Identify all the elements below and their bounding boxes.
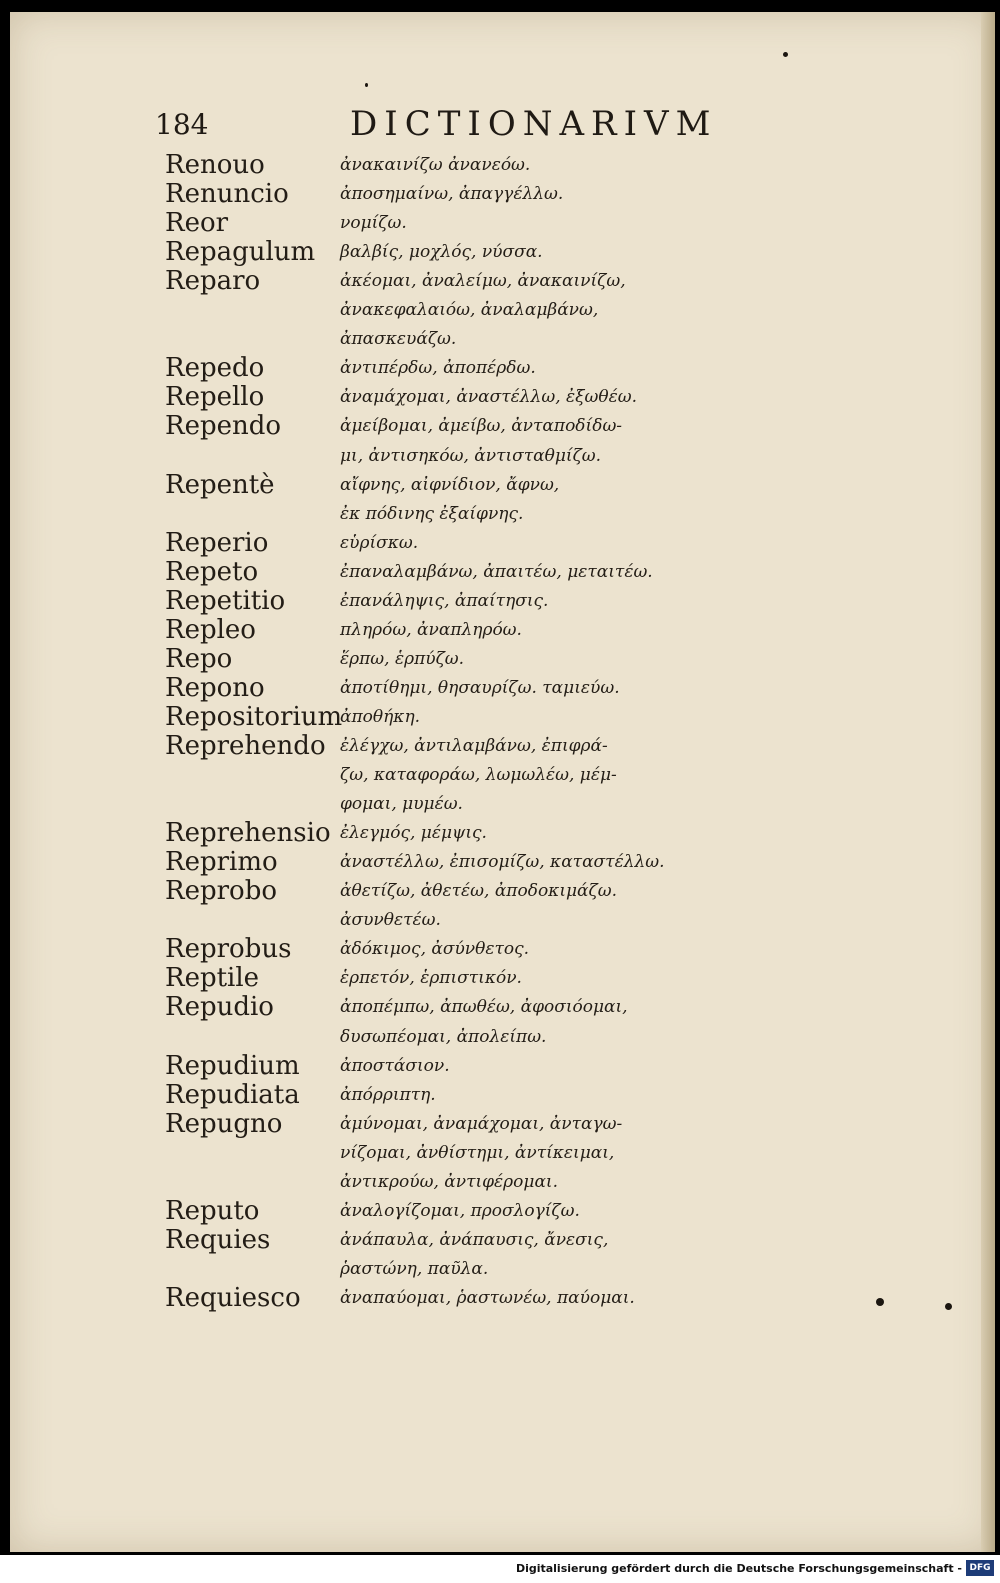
latin-headword: Repono — [165, 672, 265, 703]
latin-headword: Requies — [165, 1224, 271, 1255]
greek-gloss: βαλβίς, μοχλός, νύσσα. — [340, 242, 543, 263]
greek-gloss: ἀπασκευάζω. — [340, 329, 457, 350]
greek-gloss: ἀποτίθημι, θησαυρίζω. ταμιεύω. — [340, 677, 620, 698]
greek-gloss: δυσωπέομαι, ἀπολείπω. — [340, 1026, 547, 1047]
greek-gloss: ἀπόρριπτη. — [340, 1084, 436, 1105]
latin-headword: Repositorium — [165, 701, 343, 732]
latin-headword: Renuncio — [165, 179, 289, 210]
latin-headword: Reptile — [165, 963, 260, 994]
latin-headword: Reprobus — [165, 934, 292, 965]
greek-gloss: ἀμείβομαι, ἀμείβω, ἀνταποδίδω- — [340, 416, 623, 437]
greek-gloss: ἀμύνομαι, ἀναμάχομαι, ἀνταγω- — [340, 1113, 623, 1134]
greek-gloss: αἴφνης, αἰφνίδιον, ἄφνω, — [340, 474, 560, 495]
latin-headword: Reprobo — [165, 876, 277, 907]
latin-headword: Reprimo — [165, 847, 278, 878]
latin-headword: Reprehendo — [165, 731, 326, 761]
greek-gloss: ἀποστάσιον. — [340, 1055, 450, 1076]
greek-gloss: ἀνάπαυλα, ἀνάπαυσις, ἄνεσις, — [340, 1229, 609, 1250]
greek-gloss: νομίζω. — [340, 213, 407, 234]
greek-gloss: ῥαστώνη, παῦλα. — [340, 1258, 489, 1279]
latin-headword: Repetitio — [165, 585, 286, 616]
dfg-logo: DFG — [966, 1560, 994, 1576]
latin-headword: Reprehensio — [165, 818, 331, 849]
greek-gloss: ἐκ πόδινης ἐξαίφνης. — [340, 503, 524, 524]
ink-dot — [783, 52, 788, 57]
running-head: DICTIONARIVM — [350, 104, 718, 144]
greek-gloss: ἀποθήκη. — [340, 706, 421, 727]
greek-gloss: ἐλεγμός, μέμψις. — [340, 823, 487, 844]
page-number: 184 — [155, 108, 209, 141]
greek-gloss: μι, ἀντισηκόω, ἀντισταθμίζω. — [340, 445, 602, 466]
greek-gloss: ἀσυνθετέω. — [340, 910, 441, 931]
greek-gloss: πληρόω, ἀναπληρόω. — [340, 619, 522, 640]
greek-gloss: φομαι, μυμέω. — [340, 794, 463, 815]
greek-gloss: ἀδόκιμος, ἀσύνθετος. — [340, 939, 530, 960]
greek-gloss: ἐλέγχω, ἀντιλαμβάνω, ἐπιφρά- — [340, 736, 608, 756]
greek-gloss: ἀναστέλλω, ἐπισομίζω, καταστέλλω. — [340, 852, 665, 873]
latin-headword: Repudiata — [165, 1079, 300, 1110]
greek-gloss: ἀνακεφαλαιόω, ἀναλαμβάνω, — [340, 300, 599, 321]
latin-headword: Repentè — [165, 469, 275, 500]
greek-gloss: ἐπαναλαμβάνω, ἀπαιτέω, μεταιτέω. — [340, 561, 653, 582]
page-edge — [981, 12, 995, 1552]
greek-gloss: ζω, καταφοράω, λωμωλέω, μέμ- — [340, 765, 617, 786]
latin-headword: Repleo — [165, 614, 256, 645]
greek-gloss: ἑρπετόν, ἑρπιστικόν. — [340, 968, 522, 989]
latin-headword: Renouo — [165, 150, 265, 180]
latin-headword: Repugno — [165, 1108, 283, 1139]
latin-headword: Reparo — [165, 266, 261, 297]
latin-headword: Reperio — [165, 527, 269, 558]
latin-headword: Repo — [165, 643, 233, 674]
latin-headword: Repagulum — [165, 237, 316, 268]
ink-dot — [876, 1298, 884, 1306]
latin-headword: Rependo — [165, 411, 282, 442]
latin-headword: Requiesco — [165, 1282, 301, 1313]
latin-headword: Reor — [165, 208, 229, 239]
ink-dot — [945, 1303, 952, 1310]
greek-gloss: ἀποπέμπω, ἀπωθέω, ἀφοσιόομαι, — [340, 997, 628, 1018]
latin-headword: Reputo — [165, 1195, 260, 1226]
greek-gloss: εὑρίσκω. — [340, 532, 419, 553]
greek-gloss: ἀντικρούω, ἀντιφέρομαι. — [340, 1171, 559, 1192]
greek-gloss: ἕρπω, ἑρπύζω. — [340, 648, 465, 669]
latin-headword: Repudio — [165, 992, 274, 1023]
latin-headword: Repudium — [165, 1050, 300, 1081]
greek-gloss: ἀθετίζω, ἀθετέω, ἀποδοκιμάζω. — [340, 881, 618, 902]
greek-gloss: νίζομαι, ἀνθίστημι, ἀντίκειμαι, — [340, 1142, 615, 1163]
greek-gloss: ἀνακαινίζω ἀνανεόω. — [340, 155, 531, 175]
greek-gloss: ἀκέομαι, ἀναλείμω, ἀνακαινίζω, — [340, 271, 626, 292]
latin-headword: Repedo — [165, 353, 265, 384]
greek-gloss: ἀποσημαίνω, ἀπαγγέλλω. — [340, 184, 564, 205]
greek-gloss: ἐπανάληψις, ἀπαίτησις. — [340, 590, 549, 611]
greek-gloss: ἀναπαύομαι, ῥαστωνέω, παύομαι. — [340, 1287, 635, 1308]
greek-gloss: ἀντιπέρδω, ἀποπέρδω. — [340, 358, 536, 379]
latin-headword: Repeto — [165, 556, 259, 587]
ink-dot — [365, 83, 368, 87]
latin-headword: Repello — [165, 382, 265, 413]
digitization-credit: Digitalisierung gefördert durch die Deutsche Forschungsgemeinschaft - — [515, 1562, 962, 1575]
greek-gloss: ἀναλογίζομαι, προσλογίζω. — [340, 1200, 580, 1221]
greek-gloss: ἀναμάχομαι, ἀναστέλλω, ἐξωθέω. — [340, 387, 637, 408]
